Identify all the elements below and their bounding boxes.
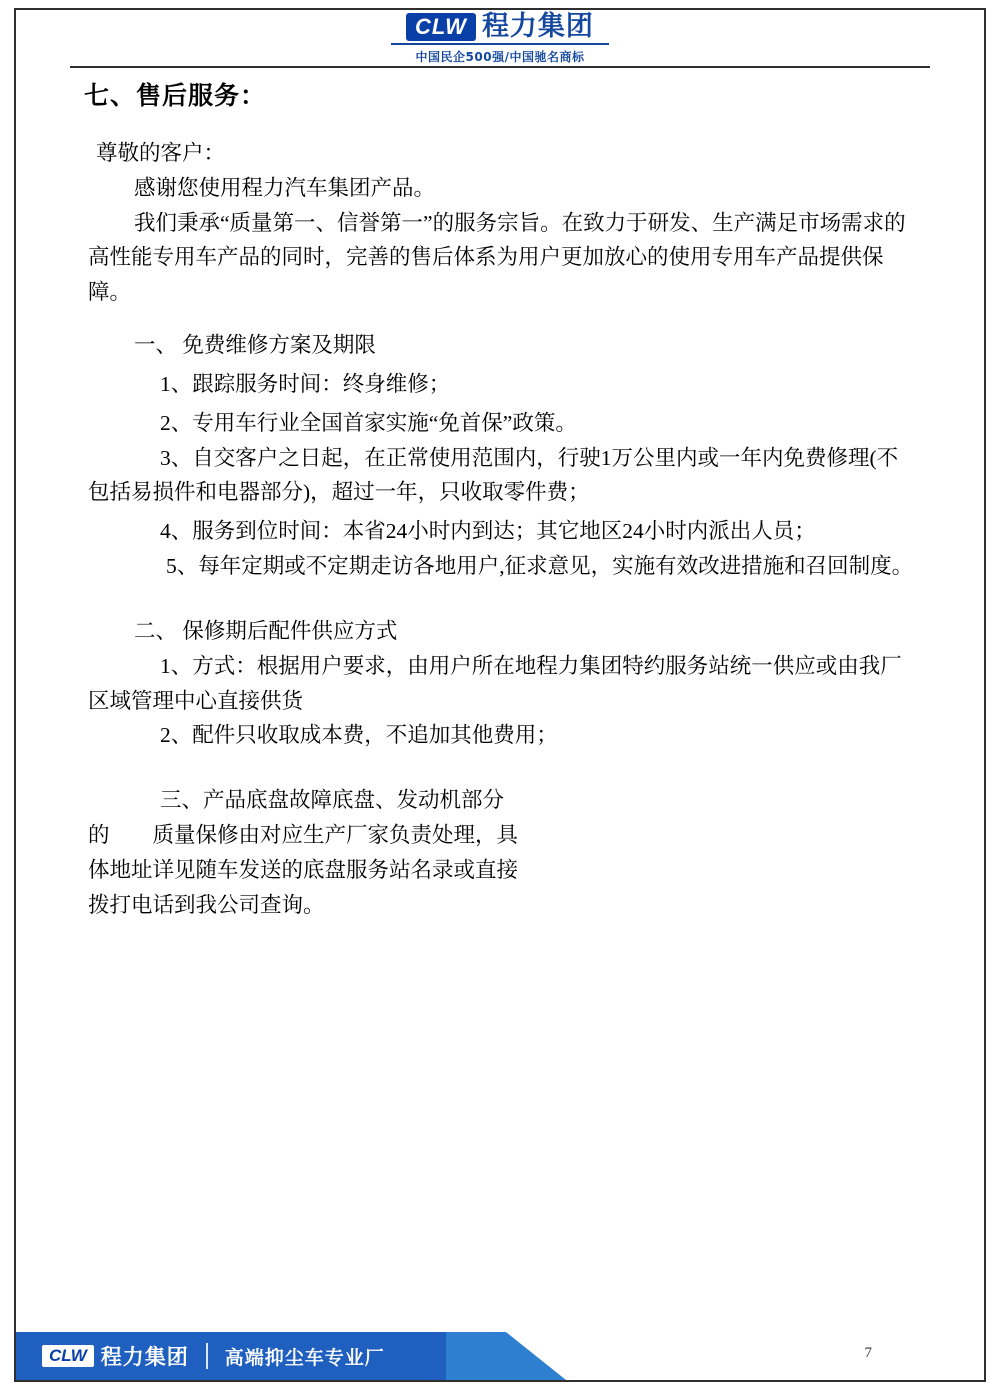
company-logo [406, 12, 594, 42]
footer-separator [206, 1343, 208, 1369]
section-1-heading: 一、 免费维修方案及期限 [134, 333, 376, 358]
section-1-item-1: 1、跟踪服务时间：终身维修； [160, 371, 451, 396]
section-3-item-1: 的 质量保修由对应生产厂家负责处理，具 体地址详见随车发送的底盘服务站名录或直接拨打电话到我公司查询。 [88, 823, 562, 917]
header-divider [70, 66, 930, 68]
footer-logo [42, 1341, 385, 1371]
page-footer [16, 1324, 984, 1380]
clw-logo-mark: CLW [406, 13, 476, 41]
footer-tagline: 高端抑尘车专业厂 [224, 1346, 385, 1369]
company-name-cn: 程力集团 [481, 11, 594, 42]
section-3-heading: 三、产品底盘故障底盘、发动机部分 [160, 788, 505, 813]
intro-paragraph: 我们秉承“质量第一、信誉第一”的服务宗旨。在致力于研发、生产满足市场需求的高性能专用车产品的同时，完善的售后体系为用户更加放心的使用专用车产品提供保障。 [88, 210, 906, 305]
section-2-item-2: 2、配件只收取成本费，不追加其他费用； [160, 723, 558, 748]
section-2-item-1: 1、方式：根据用户要求，由用户所在地程力集团特约服务站统一供应或由我厂区域管理中心直接供货 [88, 653, 902, 713]
thanks-line: 感谢您使用程力汽车集团产品。 [134, 175, 436, 200]
logo-underline [391, 43, 609, 45]
section-1-item-2: 2、专用车行业全国首家实施“免首保”政策。 [160, 410, 577, 435]
section-1-item-4: 4、服务到位时间：本省24小时内到达；其它地区24小时内派出人员； [160, 519, 816, 544]
footer-company-name: 程力集团 [100, 1345, 189, 1369]
page-header [16, 10, 984, 68]
page-number: 7 [864, 1345, 872, 1361]
salutation: 尊敬的客户： [96, 141, 226, 165]
section-2-heading: 二、 保修期后配件供应方式 [134, 618, 398, 643]
section-1-item-5: 5、每年定期或不定期走访各地用户,征求意见，实施有效改进措施和召回制度。 [166, 554, 914, 579]
page-title: 七、售后服务： [84, 81, 267, 110]
document-body [88, 136, 918, 923]
section-1-item-3: 3、自交客户之日起，在正常使用范围内，行驶1万公里内或一年内免费修理(不包括易损件和电器部分)，超过一年，只收取零件费； [88, 445, 899, 505]
footer-clw-logo-mark: CLW [42, 1345, 94, 1368]
logo-subtitle: 中国民企500强/中国驰名商标 [415, 49, 585, 64]
